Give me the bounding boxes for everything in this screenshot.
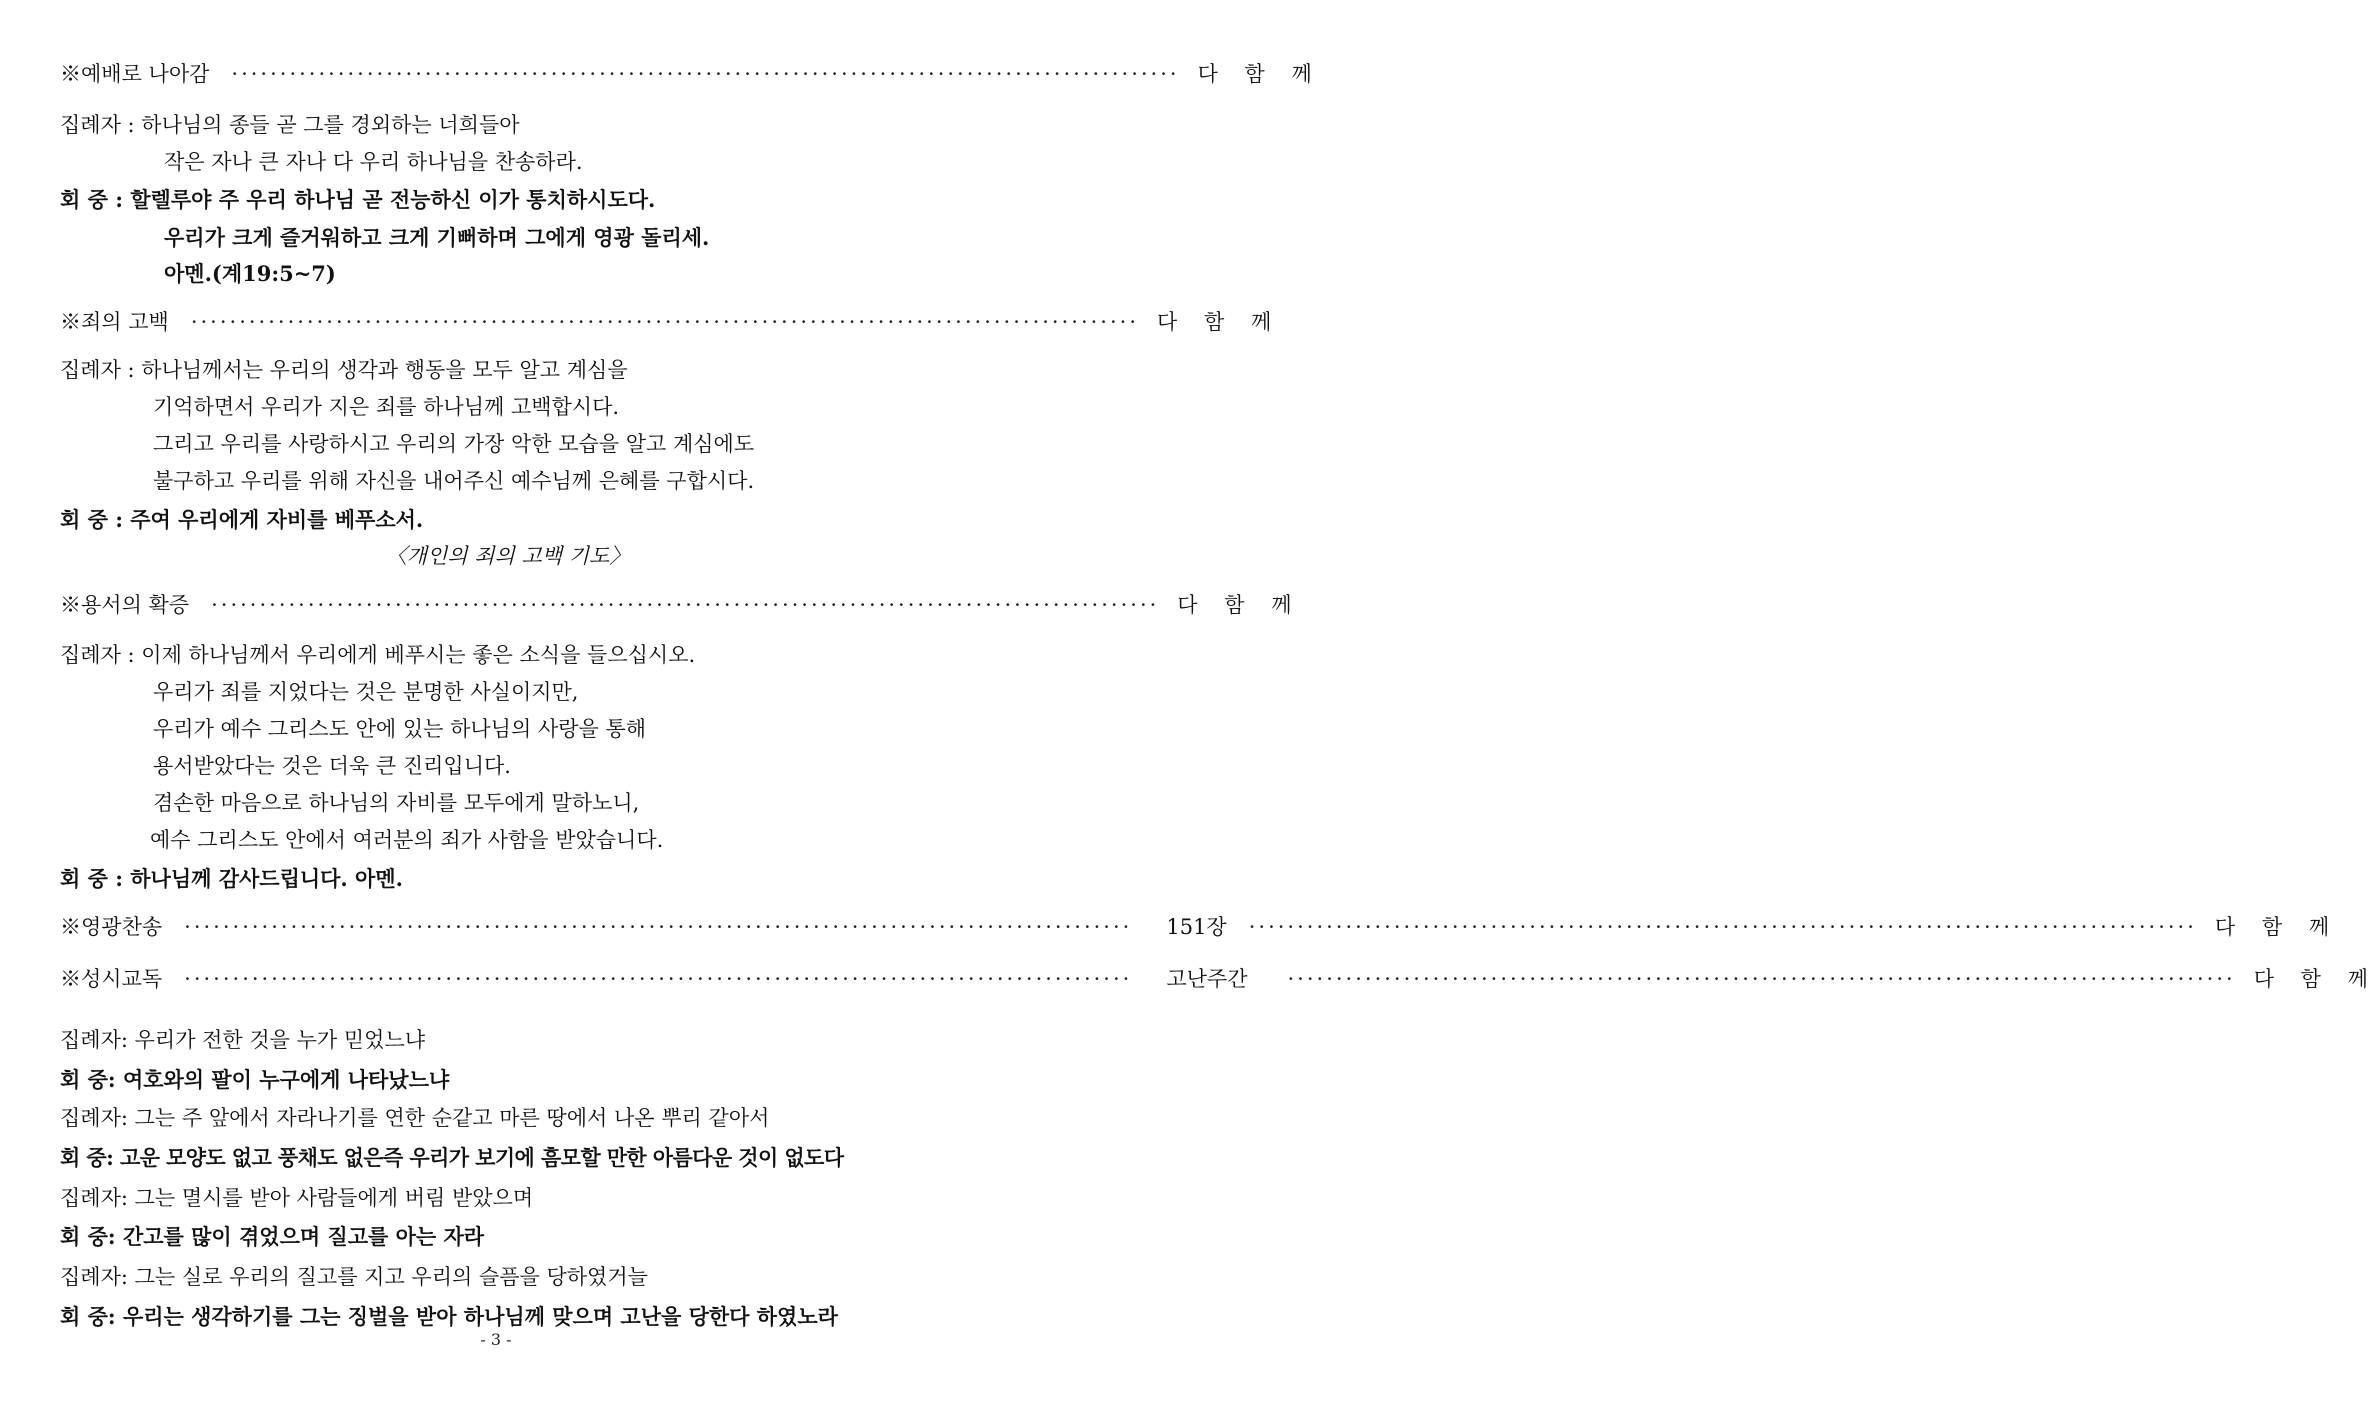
congregation-line: 회 중: 여호와의 팔이 누구에게 나타났느냐 bbox=[60, 1067, 450, 1092]
leader-line: 집례자 : 이제 하나님께서 우리에게 베푸시는 좋은 소식을 들으십시오. bbox=[60, 643, 696, 667]
leader-dots: ·································································································· bbox=[184, 967, 1133, 991]
leader-line-cont: 그리고 우리를 사랑하시고 우리의 가장 악한 모습을 알고 계심에도 bbox=[153, 432, 755, 456]
section-header-responsive-reading bbox=[60, 964, 2378, 994]
leader-line: 집례자: 우리가 전한 것을 누가 믿었느냐 bbox=[60, 1028, 426, 1052]
participant-label: 다 함 께 bbox=[1177, 593, 1302, 617]
congregation-line-cont: 아멘.(계19:5~7) bbox=[164, 261, 336, 286]
section-title: ※예배로 나아감 bbox=[60, 62, 210, 86]
leader-line-cont: 우리가 예수 그리스도 안에 있는 하나님의 사랑을 통해 bbox=[153, 717, 647, 741]
leader-dots: ·································································································· bbox=[211, 593, 1160, 617]
leader-dots: ·································································································· bbox=[184, 915, 1133, 939]
leader-line-cont: 기억하면서 우리가 지은 죄를 하나님께 고백합시다. bbox=[153, 395, 620, 419]
section-title: ※용서의 확증 bbox=[60, 593, 190, 617]
leader-dots: ·································································································· bbox=[190, 310, 1140, 334]
leader-line-cont: 불구하고 우리를 위해 자신을 내어주신 예수님께 은혜를 구합시다. bbox=[153, 469, 755, 493]
congregation-line: 회 중: 고운 모양도 없고 풍채도 없은즉 우리가 보기에 흠모할 만한 아름다운 것이 없도다 bbox=[60, 1145, 844, 1170]
leader-dots: ·································································································· bbox=[1287, 967, 2236, 991]
leader-dots: ·································································································· bbox=[231, 62, 1180, 86]
reading-title: 고난주간 bbox=[1166, 967, 1248, 991]
congregation-line: 회 중 : 하나님께 감사드립니다. 아멘. bbox=[60, 866, 403, 891]
section-header-confession bbox=[60, 307, 1282, 337]
section-title: ※영광찬송 bbox=[60, 915, 163, 939]
section-title: ※성시교독 bbox=[60, 967, 163, 991]
leader-line: 집례자: 그는 실로 우리의 질고를 지고 우리의 슬픔을 당하였거늘 bbox=[60, 1265, 648, 1289]
page-number: - 3 - bbox=[480, 1330, 512, 1349]
participant-label: 다 함 께 bbox=[2214, 915, 2340, 939]
leader-dots: ·································································································· bbox=[1248, 915, 2197, 939]
participant-label: 다 함 께 bbox=[1157, 310, 1282, 334]
participant-label: 다 함 께 bbox=[2253, 967, 2378, 991]
congregation-line-cont: 우리가 크게 즐거워하고 크게 기뻐하며 그에게 영광 돌리세. bbox=[164, 225, 710, 250]
leader-line-cont: 작은 자나 큰 자나 다 우리 하나님을 찬송하라. bbox=[164, 150, 583, 174]
leader-line: 집례자 : 하나님께서는 우리의 생각과 행동을 모두 알고 계심을 bbox=[60, 358, 628, 382]
section-header-assurance bbox=[60, 590, 1302, 620]
leader-line-cont: 우리가 죄를 지었다는 것은 분명한 사실이지만, bbox=[153, 680, 579, 704]
leader-line-cont: 겸손한 마음으로 하나님의 자비를 모두에게 말하노니, bbox=[153, 791, 640, 815]
leader-line-cont: 예수 그리스도 안에서 여러분의 죄가 사함을 받았습니다. bbox=[150, 828, 664, 852]
rubric-prayer: 〈개인의 죄의 고백 기도〉 bbox=[385, 544, 631, 568]
congregation-line: 회 중 : 주여 우리에게 자비를 베푸소서. bbox=[60, 507, 424, 532]
section-title: ※죄의 고백 bbox=[60, 310, 169, 334]
congregation-line: 회 중: 간고를 많이 겪었으며 질고를 아는 자라 bbox=[60, 1224, 485, 1249]
leader-line: 집례자: 그는 주 앞에서 자라나기를 연한 순같고 마른 땅에서 나온 뿌리 같아서 bbox=[60, 1106, 770, 1130]
leader-line-cont: 용서받았다는 것은 더욱 큰 진리입니다. bbox=[153, 754, 511, 778]
hymn-number: 151장 bbox=[1166, 915, 1227, 939]
congregation-line: 회 중: 우리는 생각하기를 그는 징벌을 받아 하나님께 맞으며 고난을 당한다 하였노라 bbox=[60, 1304, 838, 1329]
leader-line: 집례자: 그는 멸시를 받아 사람들에게 버림 받았으며 bbox=[60, 1186, 534, 1210]
section-header-call-to-worship bbox=[60, 59, 1322, 89]
participant-label: 다 함 께 bbox=[1197, 62, 1322, 86]
section-header-hymn bbox=[60, 912, 2340, 942]
congregation-line: 회 중 : 할렐루야 주 우리 하나님 곧 전능하신 이가 통치하시도다. bbox=[60, 187, 656, 212]
leader-line: 집례자 : 하나님의 종들 곧 그를 경외하는 너희들아 bbox=[60, 113, 520, 137]
